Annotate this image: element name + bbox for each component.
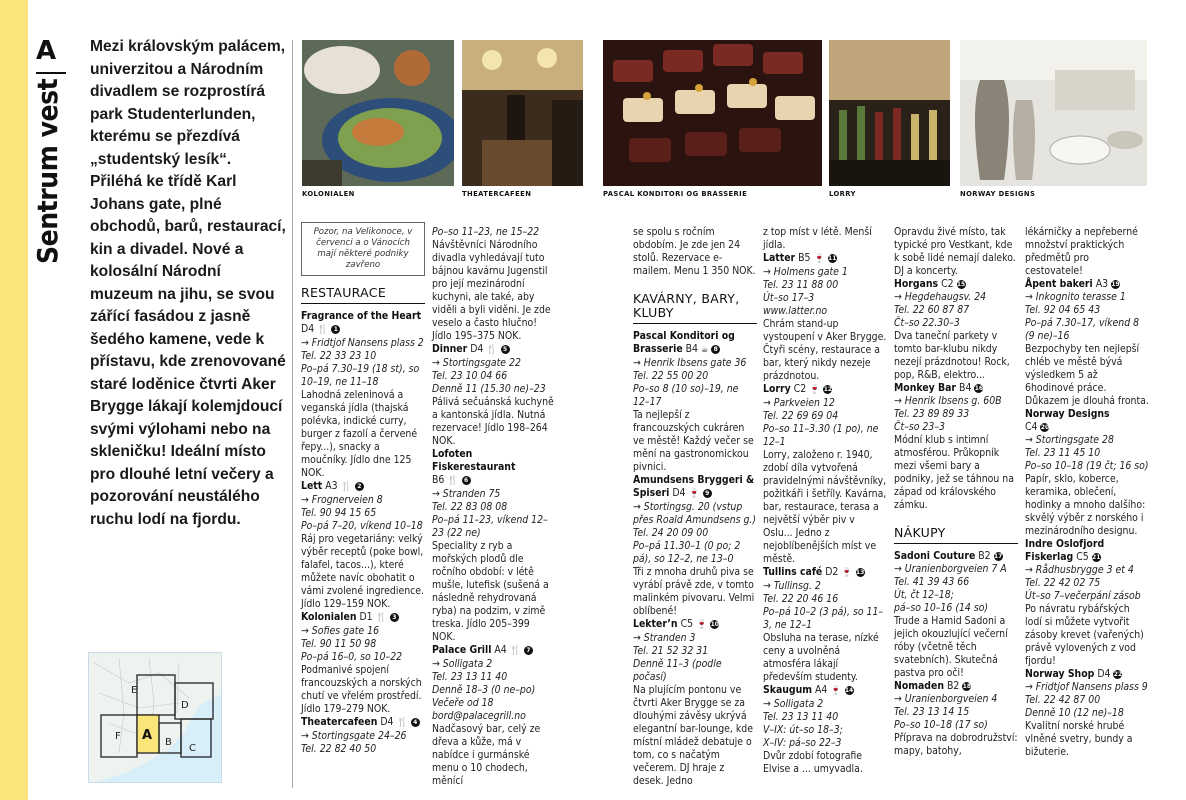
grid-ref: D4 <box>301 323 315 335</box>
venue-description: Dva taneční parkety v tomto bar-klubu nikdy nezejí prázdnotou! Rock, pop, R&B, elektro... <box>894 330 1010 381</box>
venue-norway-designs <box>1025 408 1149 538</box>
venue-description: Návštěvníci Národního divadla vyhledávají tuto bájnou kavárnu Jugenstil pro její mezinárodní kuchyni, ale také, aby viděli a byli viděni. Je zde veselo a často hlučno! Jídlo 195–375 NOK. <box>432 239 551 342</box>
grid-ref: C5 <box>1076 551 1089 563</box>
grid-ref: A3 <box>325 480 338 492</box>
venue-name: Theatercafeen <box>301 716 378 728</box>
section-title: Sentrum vest <box>31 78 64 264</box>
venue-amundsens <box>633 474 757 618</box>
venue-name: Fragrance of the Heart <box>301 310 422 322</box>
intro-text: Mezi královským palácem, univerzitou a Národním divadlem se rozprostírá park Studenterlunden, kterému se přezdívá „studentský lesík“. Přiléhá ke třídě Karl Johans gate, plné obchodů, barů, restaurací, kin a divadel. Nové a kolosální Národní muzeum na jihu, se svou zářící fasádou z jasně šedého kamene, vede k přístavu, kde zrenovované staré loděnice čtvrti Aker Brygge lákají kolemjdoucí svými výlohami nebo na skleničku! Ideální místo pro dlouhé letní večery a pozorování neustálého ruchu lodí na fjordu. <box>90 38 286 528</box>
venue-address: → Stortingsgate 24–26 <box>301 730 407 742</box>
map-pin: 10 <box>710 621 719 628</box>
venue-lofoten <box>432 448 556 644</box>
column-6 <box>1025 226 1149 759</box>
venue-address: → Inkognito terasse 1 <box>1025 291 1126 303</box>
venue-name: Horgans <box>894 278 939 290</box>
venue-info: Tel. 22 33 23 10 Po–pá 7.30–19 (18 st), so 10–19, ne 11–18 <box>301 350 420 388</box>
venue-theatercafeen <box>301 716 425 756</box>
restaurant-icon: 🍴 <box>375 613 387 623</box>
venue-name: Sadoni Couture <box>894 550 976 562</box>
venue-dinner <box>432 343 556 448</box>
map-pin: 21 <box>1092 554 1101 561</box>
photo-norway-designs-graphic <box>960 40 1147 186</box>
venue-info: Tel. 23 10 04 66 Denně 11 (15.30 ne)–23 <box>432 370 546 395</box>
venue-info: Tel. 22 69 69 04 Po–so 11–3.30 (1 po), ne 12–1 <box>763 410 879 448</box>
venue-tullins <box>763 566 887 684</box>
bar-icon: 🍷 <box>813 254 825 264</box>
venue-name: Lekter’n <box>633 618 678 630</box>
venue-name: Lorry <box>763 383 791 395</box>
venue-lorry <box>763 383 887 566</box>
venue-address: → Henrik Ibsens gate 36 <box>633 357 747 369</box>
venue-fragrance <box>301 310 425 480</box>
venue-info: Tel. 23 13 14 15 Po–so 10–18 (17 so) <box>894 706 988 731</box>
venue-info: Tel. 23 13 11 40 V–IX: út–so 18–3; X–IV: pá–so 22–3 <box>763 711 843 749</box>
venue-name: Palace Grill <box>432 644 492 656</box>
venue-apent-bakeri <box>1025 278 1149 408</box>
district-map <box>88 652 222 783</box>
venue-name: Latter <box>763 252 796 264</box>
venue-lektern <box>633 618 757 788</box>
grid-ref: D4 <box>470 343 484 355</box>
venue-address: → Frognerveien 8 <box>301 494 383 506</box>
grid-ref: A4 <box>814 684 828 696</box>
map-pin: 14 <box>844 687 854 694</box>
heading-kavarny: KAVÁRNY, BARY, KLUBY <box>633 292 757 324</box>
grid-ref: D4 <box>380 716 394 728</box>
caption-norway-designs: NORWAY DESIGNS <box>960 190 1036 198</box>
venue-info: Tel. 22 42 87 00 Denně 10 (12 ne)–18 <box>1025 694 1124 719</box>
map-label-f: F <box>115 731 121 742</box>
venue-info: Tel. 23 89 89 33 Čt–so 23–3 <box>894 408 970 433</box>
venue-address: → Hegdehaugsv. 24 <box>894 291 987 303</box>
district-map-graphic <box>89 653 222 783</box>
map-label-e: E <box>131 685 138 696</box>
venue-address: → Stranden 75 <box>432 488 501 500</box>
grid-ref: D2 <box>825 566 839 578</box>
venue-info: Tel. 22 42 02 75 Út–so 7–večerpání zásob <box>1025 577 1141 602</box>
venue-skaugum <box>763 684 887 776</box>
photo-norway-designs <box>960 40 1147 186</box>
venue-address: → Parkveien 12 <box>763 397 835 409</box>
venue-info: Tel. 22 60 87 87 Čt–so 22.30–3 <box>894 304 970 329</box>
venue-name: Norway Shop <box>1025 668 1095 680</box>
venue-info: Tel. 90 94 15 65 Po–pá 7–20, víkend 10–18 <box>301 507 423 532</box>
map-pin: 1 <box>331 325 340 334</box>
bar-icon: 🍷 <box>696 620 708 630</box>
bar-icon: 🍷 <box>841 568 853 578</box>
venue-address: → Sofies gate 16 <box>301 625 380 637</box>
restaurant-icon: 🍴 <box>396 718 408 728</box>
column-5 <box>894 226 1018 758</box>
venue-name: Indre Oslofjord Fiskerlag <box>1025 538 1105 563</box>
venue-info: Tel. 41 39 43 66 Út, čt 12–18; pá–so 10–16 (14 so) <box>894 576 989 614</box>
map-pin: 6 <box>462 476 471 485</box>
venue-description: se spolu s ročním obdobím. Je zde jen 24 stolů. Rezervace e-mailem. Menu 1 350 NOK. <box>633 226 756 277</box>
venue-info: Tel. 24 20 09 00 Po–pá 11.30–1 (0 po; 2 pá), so 12–2, ne 13–0 <box>633 527 741 565</box>
venue-description: Pálivá sečuánská kuchyně a kantonská jídla. Nutná rezervace! Jídlo 198–264 NOK. <box>432 396 554 447</box>
venue-horgans <box>894 278 1018 382</box>
map-pin: 16 <box>974 385 984 392</box>
column-2 <box>432 226 556 788</box>
photo-lorry-graphic <box>829 40 950 186</box>
venue-name: Tullins café <box>763 566 823 578</box>
venue-description: Ta nejlepší z francouzských cukráren ve městě! Každý večer se mění na gastronomickou pivnici. <box>633 409 754 473</box>
photo-theatercafeen <box>462 40 583 186</box>
venue-address: → Holmens gate 1 <box>763 266 848 278</box>
photo-theatercafeen-graphic <box>462 40 583 186</box>
venue-nomaden <box>894 680 1018 758</box>
map-label-a: A <box>142 728 153 743</box>
venue-description: Lahodná zeleninová a veganská jídla (thajská polévka, indické curry, burger z fazolí a červené řepy...), snacky a moučníky. Jídlo dne 125 NOK. <box>301 389 418 479</box>
venue-name: Dinner <box>432 343 468 355</box>
map-pin: 3 <box>390 613 399 622</box>
grid-ref: C4 <box>1025 421 1038 433</box>
venue-indre-oslofjord <box>1025 538 1149 668</box>
grid-ref: D4 <box>672 487 686 499</box>
venue-name: Amundsens Bryggeri & Spiseri <box>633 474 755 499</box>
photo-kolonialen-graphic <box>302 40 454 186</box>
venue-name: Lett <box>301 480 323 492</box>
venue-description: Opravdu živé místo, tak typické pro Vestkant, kde k sobě lidé nemají daleko. DJ a koncerty. <box>894 226 1016 277</box>
column-4 <box>763 226 887 776</box>
venue-name: Norway Designs <box>1025 408 1110 420</box>
venue-description: Tři z mnoha druhů piva se vyrábí právě zde, v tomto malinkém pivovaru. Velmi oblíbené! <box>633 566 755 617</box>
restaurant-icon: 🍴 <box>317 325 329 335</box>
venue-description: lékárničky a nepřeberné množství praktických předmětů pro cestovatele! <box>1025 226 1138 277</box>
grid-ref: B5 <box>798 252 811 264</box>
map-pin: 18 <box>962 683 971 690</box>
venue-description: z top míst v létě. Menší jídla. <box>763 226 872 251</box>
grid-ref: B6 <box>432 474 445 486</box>
venue-latter <box>763 252 887 383</box>
section-color-strip <box>0 0 28 800</box>
grid-ref: D1 <box>359 611 373 623</box>
venue-description: Na plujícím pontonu ve čtvrti Aker Brygge se za dlouhými závěsy ukrývá elegantní bar-lounge, kde místní mládež debatuje o tom, co s načatým večerem. DJ hraje z desek. Jedno <box>633 684 753 787</box>
map-pin: 5 <box>501 345 510 354</box>
venue-address: → Stortingsgate 28 <box>1025 434 1114 446</box>
venue-info: Tel. 92 04 65 43 Po–pá 7.30–17, víkend 8 (9 ne)–16 <box>1025 304 1140 342</box>
grid-ref: B2 <box>978 550 991 562</box>
venue-name: Åpent bakeri <box>1025 278 1093 290</box>
venue-description: Po návratu rybářských lodí si můžete vytvořit zásoby krevet (vařených) právě vylovených z vod fjordu! <box>1025 603 1144 667</box>
map-pin: 2 <box>355 482 364 491</box>
map-pin: 12 <box>823 386 833 393</box>
grid-ref: B2 <box>946 680 960 692</box>
map-pin: 13 <box>855 569 865 576</box>
map-pin: 8 <box>711 345 720 354</box>
venue-info: Tel. 22 83 08 08 Po–pá 11–23, víkend 12–23 (22 ne) <box>432 501 548 539</box>
map-label-b: B <box>165 737 172 748</box>
heading-restaurace: RESTAURACE <box>301 286 425 304</box>
map-pin: 15 <box>956 281 966 288</box>
venue-name: Pascal Konditori og Brasserie <box>633 330 735 355</box>
map-pin: 19 <box>1111 281 1120 288</box>
caption-kolonialen: KOLONIALEN <box>302 190 355 198</box>
caption-lorry: LORRY <box>829 190 856 198</box>
venue-info: Tel. 22 20 46 16 Po–pá 10–2 (3 pá), so 11–3, ne 12–1 <box>763 593 884 631</box>
venue-info: Tel. 90 11 50 98 Po–pá 16–0, so 10–22 <box>301 638 403 663</box>
caption-theatercafeen: THEATERCAFEEN <box>462 190 532 198</box>
venue-address: → Henrik Ibsens g. 60B <box>894 395 1002 407</box>
venue-description: Dvůr zdobí fotografie Elvise a ... umyvadla. <box>763 750 863 775</box>
venue-monkey-bar <box>894 382 1018 512</box>
venue-pascal <box>633 330 757 474</box>
venue-info: Tel. 23 11 45 10 Po–so 10–18 (19 čt; 16 so) <box>1025 447 1149 472</box>
restaurant-icon: 🍴 <box>509 646 521 656</box>
venue-kolonialen <box>301 611 425 716</box>
venue-address: → Fridtjof Nansens plass 2 <box>301 337 424 349</box>
venue-info: Tel. 21 52 32 31 Denně 11–3 (podle počasí) <box>633 645 722 683</box>
venue-lett <box>301 480 425 611</box>
grid-ref: A4 <box>494 644 507 656</box>
heading-nakupy: NÁKUPY <box>894 526 1018 544</box>
section-letter: A <box>36 36 57 66</box>
grid-ref: A3 <box>1095 278 1109 290</box>
venue-address: → Uranienborgveien 4 <box>894 693 998 705</box>
photo-pascal <box>603 40 822 186</box>
venue-info: Po–so 11–23, ne 15–22 <box>432 226 540 238</box>
bar-icon: 🍷 <box>830 686 842 696</box>
venue-info: Tel. 22 55 00 20 Po–so 8 (10 so)–19, ne 12–17 <box>633 370 739 408</box>
bar-icon: 🍷 <box>809 385 821 395</box>
venue-info: Tel. 23 13 11 40 Denně 18–3 (0 ne–po) Večeře od 18 bord@palacegrill.no <box>432 671 536 722</box>
map-pin: 4 <box>411 718 420 727</box>
venue-description: Kvalitní norské hrubé vlněné svetry, bundy a bižuterie. <box>1025 720 1133 758</box>
venue-description: Obsluha na terase, nízké ceny a uvolněná atmosféra lákají především studenty. <box>763 632 879 683</box>
venue-name: Kolonialen <box>301 611 357 623</box>
venue-address: → Uranienborgveien 7 A <box>894 563 1007 575</box>
closure-notice: Pozor, na Velikonoce, v červenci a o Vánocích mají některé podniky zavřeno <box>301 222 425 276</box>
venue-address: → Rådhusbrygge 3 et 4 <box>1025 564 1134 576</box>
venue-address: → Solligata 2 <box>432 658 493 670</box>
bar-icon: 🍷 <box>688 489 700 499</box>
grid-ref: D4 <box>1097 668 1111 680</box>
grid-ref: C5 <box>680 618 694 630</box>
map-label-c: C <box>189 743 196 754</box>
map-pin: 22 <box>1113 671 1123 678</box>
map-pin: 11 <box>828 255 837 262</box>
venue-address: → Stortingsgate 22 <box>432 357 521 369</box>
venue-description: Módní klub s intimní atmosférou. Průkopník mezi všemi bary a podniky, jež se táhnou na západ od královského zámku. <box>894 434 1014 511</box>
venue-address: → Fridtjof Nansens plass 9 <box>1025 681 1148 693</box>
venue-info: Tel. 23 11 88 00 Út–so 17–3 www.latter.no <box>763 279 839 317</box>
map-label-d: D <box>181 700 189 711</box>
venue-name: Monkey Bar <box>894 382 957 394</box>
venue-description: Chrám stand-up vystoupení v Aker Brygge. Čtyři scény, restaurace a bar, který nikdy nezeje prázdnotou. <box>763 318 887 382</box>
venue-description: Bezpochyby ten nejlepší chléb ve městě bývá výsledkem 5 až 6hodinové práce. Důkazem je dlouhá fronta. <box>1025 343 1149 407</box>
venue-info: Tel. 22 82 40 50 <box>301 743 377 755</box>
venue-address: → Stortingsg. 20 (vstup přes Roald Amundsens g.) <box>633 501 757 526</box>
grid-ref: C2 <box>941 278 954 290</box>
restaurant-icon: 🍴 <box>447 476 459 486</box>
restaurant-icon: 🍴 <box>340 482 352 492</box>
venue-description: Podmanivé spojení francouzských a norských chutí ve vřelém prostředí. Jídlo 179–279 NOK. <box>301 664 422 715</box>
column-1 <box>301 222 425 756</box>
venue-description: Příprava na dobrodružství: mapy, batohy, <box>894 732 1018 757</box>
venue-sadoni <box>894 550 1018 680</box>
photo-kolonialen <box>302 40 454 186</box>
map-pin: 7 <box>524 646 533 655</box>
column-divider <box>292 40 293 788</box>
grid-ref: C2 <box>793 383 807 395</box>
venue-norway-shop <box>1025 668 1149 759</box>
venue-address: → Solligata 2 <box>763 698 824 710</box>
map-pin: 9 <box>703 489 712 498</box>
restaurant-icon: 🍴 <box>486 345 498 355</box>
photo-pascal-graphic <box>603 40 822 186</box>
photo-lorry <box>829 40 950 186</box>
grid-ref: B4 <box>959 382 972 394</box>
map-pin: 20 <box>1040 424 1050 431</box>
venue-address: → Stranden 3 <box>633 632 696 644</box>
venue-palace-grill <box>432 644 556 788</box>
venue-description: Papír, sklo, koberce, keramika, oblečení, hodinky a mnoho dalšího: skvělý výběr z norského i mezinárodního designu. <box>1025 473 1146 537</box>
column-3 <box>633 226 757 788</box>
venue-address: → Tullinsg. 2 <box>763 580 821 592</box>
venue-name: Nomaden <box>894 680 944 692</box>
venue-description: Speciality z ryb a mořských plodů dle ročního období: v létě mušle, lutefisk (sušená a následně rehydrovaná ryba) na podzim, v zimě treska. Jídlo 205–399 NOK. <box>432 540 549 643</box>
venue-name: Skaugum <box>763 684 813 696</box>
venue-description: Lorry, založeno r. 1940, zdobí díla vytvořená pravidelnými návštěvníky, požitkáři i šetříly. Kavárna, bar, restaurace, terasa a největší výběr piv v Oslu... Jedno z nejoblíbenějších míst ve městě. <box>763 449 887 565</box>
grid-ref: B4 <box>685 343 698 355</box>
venue-description: Trude a Hamid Sadoni a jejich okouzlující večerní róby (včetně těch svatebních). Skutečná pastva pro oči! <box>894 615 1008 679</box>
caption-pascal: PASCAL KONDITORI OG BRASSERIE <box>603 190 748 198</box>
venue-name: Lofoten Fiskerestaurant <box>432 448 516 473</box>
venue-description: Nadčasový bar, celý ze dřeva a kůže, má v nabídce i gurmánské menu o 10 chodech, měnící <box>432 723 541 787</box>
cafe-icon: ☕ <box>701 345 709 355</box>
venue-description: Ráj pro vegetariány: velký výběr receptů (poke bowl, falafel, tacos...), které můžete navíc obohatit o vámi zvolené ingredience. Jídlo 129–159 NOK. <box>301 533 424 610</box>
map-pin: 17 <box>993 553 1003 560</box>
